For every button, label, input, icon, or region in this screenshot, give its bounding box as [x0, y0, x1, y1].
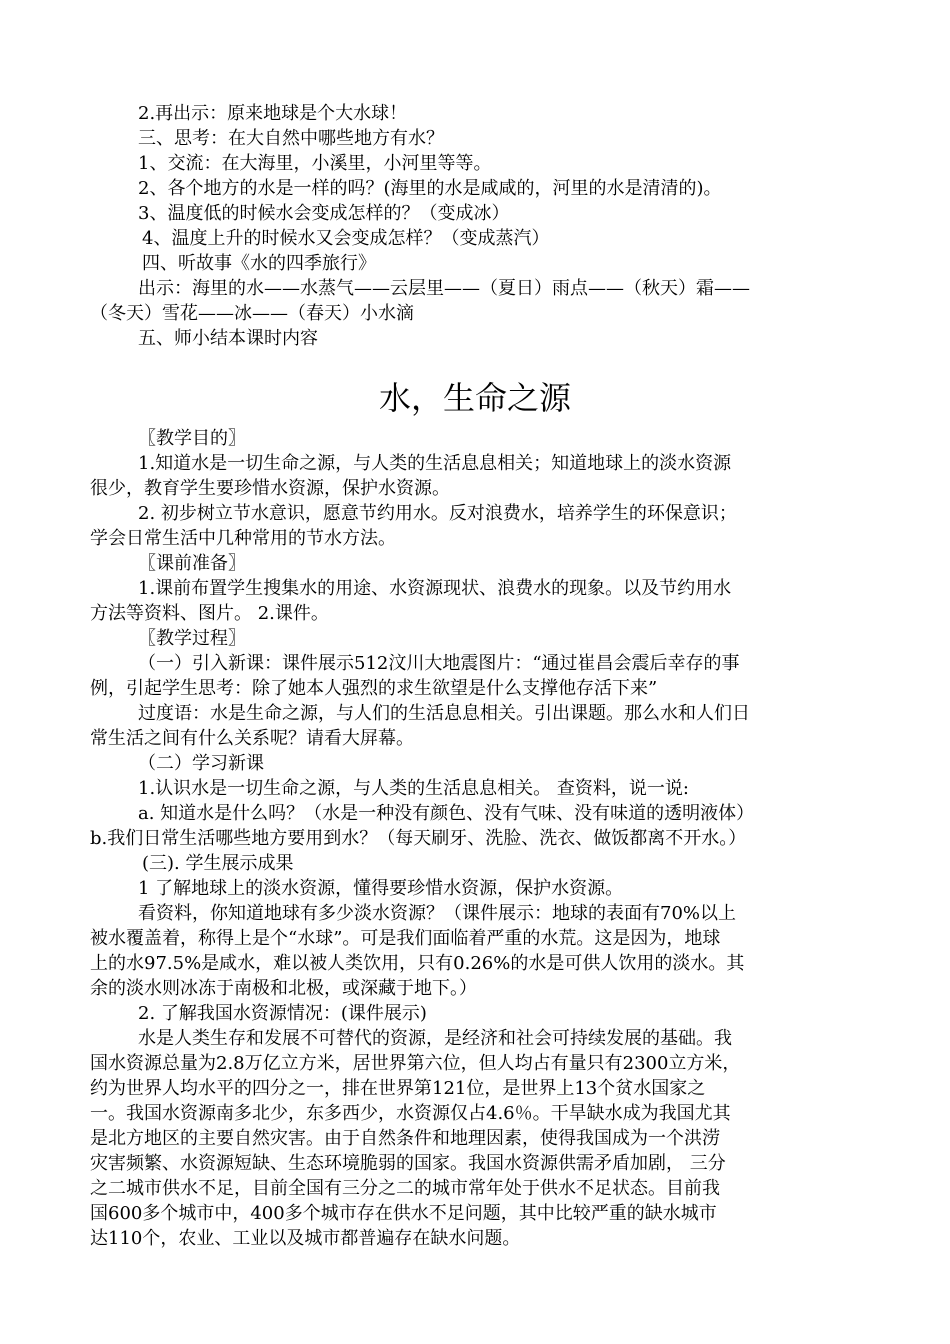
text-line: （冬天）雪花——冰——（春天）小水滴	[90, 303, 414, 324]
text-line: 2.再出示：原来地球是个大水球！	[138, 103, 408, 124]
text-line: 五、师小结本课时内容	[138, 328, 318, 349]
section-heading: 〖课前准备〗	[138, 553, 246, 574]
section-title: 水，生命之源	[378, 379, 571, 417]
text-line: 过度语：水是生命之源，与人们的生活息息相关。引出课题。那么水和人们日	[138, 703, 750, 724]
text-line: 例，引起学生思考：除了她本人强烈的求生欲望是什么支撑他存活下来”	[90, 678, 658, 699]
text-line: 1 了解地球上的淡水资源，懂得要珍惜水资源，保护水资源。	[138, 878, 624, 899]
text-line: 看资料，你知道地球有多少淡水资源？（课件展示：地球的表面有70%以上	[138, 903, 737, 924]
text-line: （一）引入新课：课件展示512汶川大地震图片：“通过崔昌会震后幸存的事	[138, 653, 740, 674]
text-line: （二）学习新课	[138, 753, 264, 774]
text-line: 一。我国水资源南多北少，东多西少，水资源仅占4.6％。干旱缺水成为我国尤其	[90, 1103, 731, 1124]
text-line: 2. 初步树立节水意识，愿意节约用水。反对浪费水，培养学生的环保意识；	[138, 503, 737, 524]
text-line: 1.知道水是一切生命之源，与人类的生活息息相关；知道地球上的淡水资源	[138, 453, 732, 474]
text-line: 水是人类生存和发展不可替代的资源，是经济和社会可持续发展的基础。我	[138, 1028, 732, 1049]
text-line: 是北方地区的主要自然灾害。由于自然条件和地理因素，使得我国成为一个洪涝	[90, 1128, 720, 1149]
text-line: 3、温度低的时候水会变成怎样的？（变成冰）	[138, 203, 510, 224]
section-heading: 〖教学过程〗	[138, 628, 246, 649]
text-line: 余的淡水则冰冻于南极和北极，或深藏于地下。）	[90, 978, 477, 999]
text-line: 灾害频繁、水资源短缺、生态环境脆弱的国家。我国水资源供需矛盾加剧， 三分	[90, 1153, 726, 1174]
text-line: 2. 了解我国水资源情况：(课件展示)	[138, 1003, 427, 1024]
text-line: 4、温度上升的时候水又会变成怎样？（变成蒸汽）	[142, 228, 550, 249]
text-line: 被水覆盖着，称得上是个“水球”。可是我们面临着严重的水荒。这是因为，地球	[90, 928, 721, 949]
text-line: 方法等资料、图片。 2.课件。	[90, 603, 329, 624]
text-line: 达110个，农业、工业以及城市都普遍存在缺水问题。	[90, 1228, 521, 1249]
text-line: 1.认识水是一切生命之源，与人类的生活息息相关。 查资料，说一说:	[138, 778, 689, 799]
text-line: 上的水97.5%是咸水，难以被人类饮用，只有0.26%的水是可供人饮用的淡水。其	[90, 953, 745, 974]
text-line: 国600多个城市中，400多个城市存在供水不足问题，其中比较严重的缺水城市	[90, 1203, 717, 1224]
text-line: 1.课前布置学生搜集水的用途、水资源现状、浪费水的现象。以及节约用水	[138, 578, 732, 599]
text-line: 约为世界人均水平的四分之一，排在世界第121位，是世界上13个贫水国家之	[90, 1078, 706, 1099]
text-line: a. 知道水是什么吗？（水是一种没有颜色、没有气味、没有味道的透明液体）	[138, 803, 755, 824]
text-line: 1、交流：在大海里，小溪里，小河里等等。	[138, 153, 492, 174]
text-line: 国水资源总量为2.8万亿立方米，居世界第六位，但人均占有量只有2300立方米，	[90, 1053, 741, 1074]
text-line: 很少，教育学生要珍惜水资源，保护水资源。	[90, 478, 450, 499]
section-heading: 〖教学目的〗	[138, 428, 246, 449]
text-line: 之二城市供水不足，目前全国有三分之二的城市常年处于供水不足状态。目前我	[90, 1178, 720, 1199]
text-line: 出示：海里的水——水蒸气——云层里——（夏日）雨点——（秋天）霜——	[138, 278, 750, 299]
text-line: 2、各个地方的水是一样的吗？(海里的水是咸咸的，河里的水是清清的)。	[138, 178, 722, 199]
text-line: b.我们日常生活哪些地方要用到水？（每天刷牙、洗脸、洗衣、做饭都离不开水。）	[90, 828, 747, 849]
text-line: 三、思考：在大自然中哪些地方有水？	[138, 128, 444, 149]
text-line: 学会日常生活中几种常用的节水方法。	[90, 528, 396, 549]
text-line: (三). 学生展示成果	[142, 853, 294, 874]
text-line: 常生活之间有什么关系呢？请看大屏幕。	[90, 728, 414, 749]
text-line: 四、听故事《水的四季旅行》	[142, 253, 376, 274]
